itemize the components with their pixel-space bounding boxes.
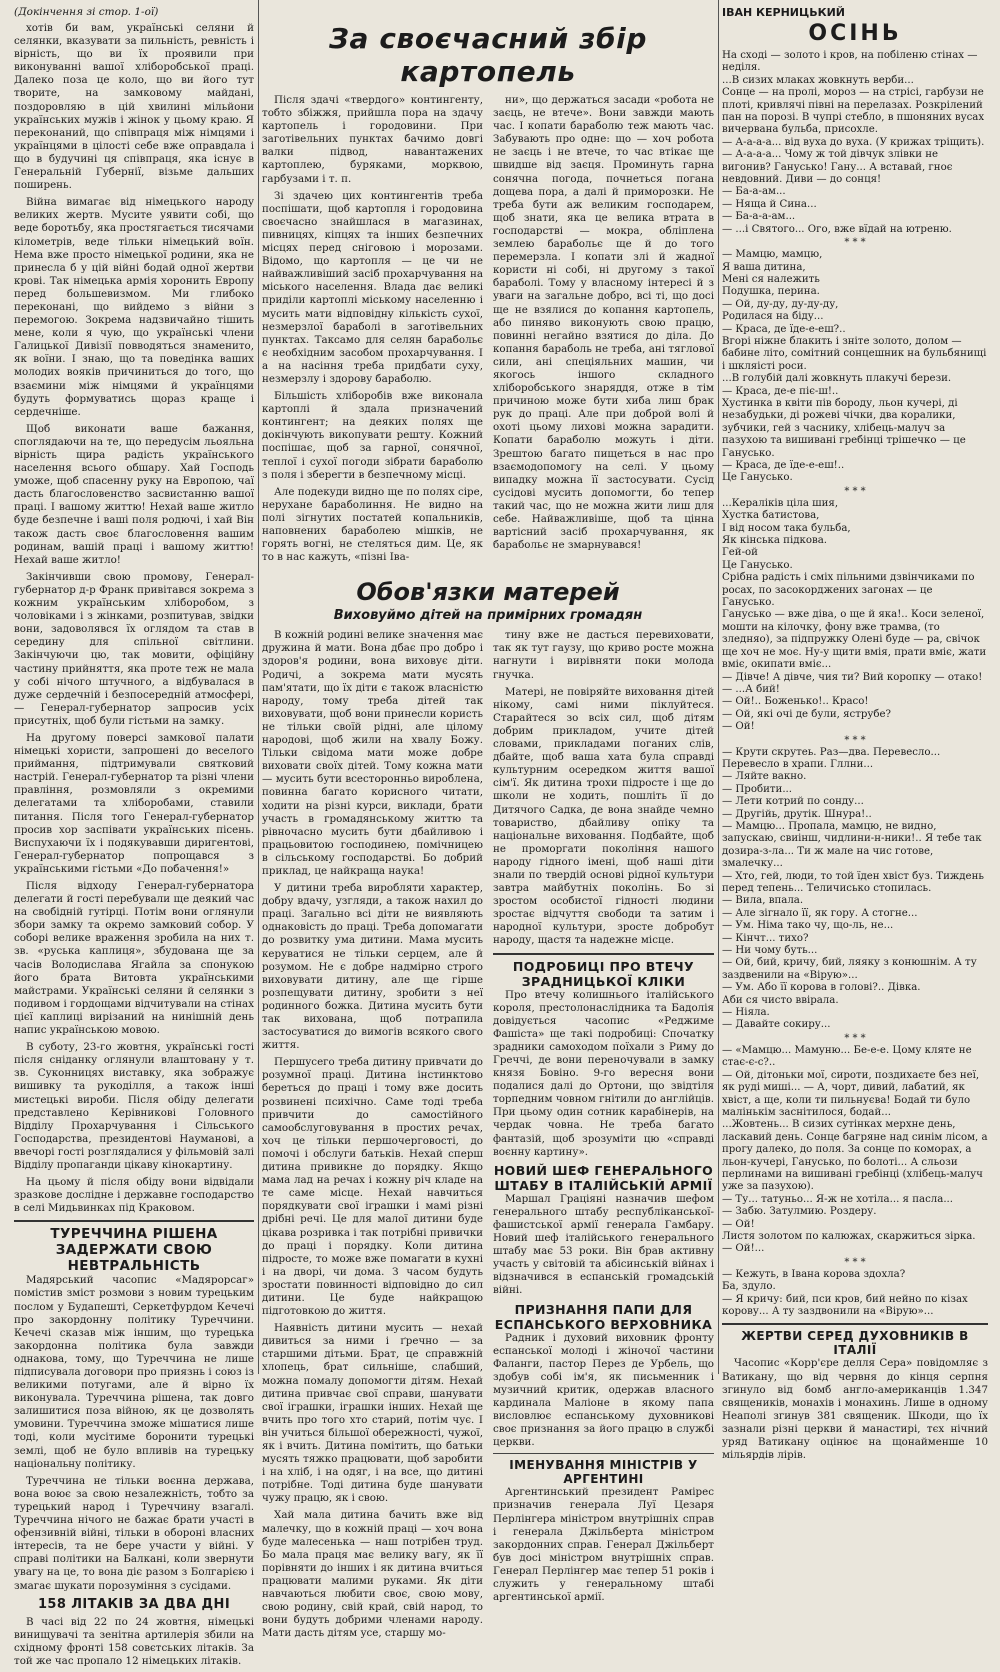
poem-line: — Лети котрий по сонду... [722,796,864,808]
poem-line: — Ой, бий, кричу, бий, ляяку з конюшнім. А ту заздвенили на «Вірую»... [722,957,977,981]
poem-separator: * * * [844,237,866,249]
potato-paragraph: Після здачі «твердого» контингенту, тобто збіжжя, прийшла пора на здачу картопель і городовини. При заготівельних пунктах бачимо довгі валки підвод, навантажених картоплею, буряками, морквою, гарбузами і т. п. [262,94,483,185]
poem-title: ОСІНЬ [808,21,902,46]
poem-line: Хустка батистова, [722,510,820,522]
poem-line: — Няща й Сина... [722,198,817,210]
poem-line: — Давайте сокиру... [722,1019,831,1031]
poem-line: Подушка, перина. [722,286,820,298]
poem-line: — ...і Святого... Ого, вже вїдай на ютреню. [722,223,952,235]
mothers-subheadline: Виховуймо дітей на примірних громадян [333,608,643,624]
poem-separator: * * * [844,1256,866,1268]
poem-line: — Ой!.. Боженько!.. Красо! [722,696,869,708]
speech-paragraph: Щоб виконати ваше бажання, споглядаючи на те, що передусім льояльна вірність щира радість українського населення всього обшару. Хай Господь уможе, щоб спасенну руку на Европою, чаї дасть благословенство засвистанню вашої праці. І вашому життю! Нехай ваше житло буде безпечне і ваші поля родючі, і хай Він також дасть своє благословення вашим родинам, вашій праці і вашому життю! Нехай ваше житло! [14,422,254,566]
poem-separator: * * * [844,485,866,497]
poem-line: — Пробити... [722,783,793,795]
mothers-paragraph: У дитини треба виробляти характер, добру вдачу, узгляди, а також нахил до праці. Загально всі діти не виявляють однаковість до праці. Треба допомагати до розвитку ума дитини. Мама мусить керуватися не тільки серцем, але й розумом. Не є добре надмірно строго виховувати дитину, але ще гірше розпещувати дитину, зробити з неї родинного божка. Дитина мусить бути так вихована, щоб потрапила застосуватися до вимогів всякого свого життя. [262,882,483,1052]
poem-line: Я ваша дитина, [722,261,806,273]
mothers-paragraph: В кожній родині велике значення має дружина й мати. Вона дбає про добро і здоров'я родини, вона виховує діти. Родичі, а зокрема мати мусять пам'ятати, що їх діти є також власністю народу, тому треба дітей так виховувати, щоб вони принесли користь не тільки своїй рідні, але цілому народові, щоб жили на хвалу Божу. Тільки свідома мати може добре виховати своїх дітей. Тому кожна мати — мусить бути всесторонньо вироблена, повинна багато корисного читати, ходити на різні курси, виклади, брати участь в громадянському життю та рівночасно мусить бути дбайливою і працьовитою господинею, помічницею в сільському господарстві. Бо добрий приклад, це найкраща наука! [262,629,483,877]
poem-line: — ...А бий! [722,683,780,695]
speech-paragraph: В суботу, 23-го жовтня, українські гості після сніданку оглянули влаштовану у т. зв. Суконницях виставку, яка зображує вишивку та рукоділля, а також інші мистецькі вироби. Після обіду делегати представлено Керівникові Головного Відділу Прохарчування і Сільського Господарства, президентові Науманові, а ввечорі гості розглядалися у фільмовій залі Відділу пропаганди цікаву кінокартину. [14,1041,254,1171]
column-center [262,0,714,1644]
poem-line: — Ніяла. [722,1007,770,1019]
poem-line: Ганусько — вже діва, о ще й яка!.. Коси зеленої, мошти на кілочку, фону вже трамва, (то зледняо), за підпружку Олені буде — ра, свічок ще хоч не моє. Ну-у щити вмія, прати вміє, жати вміє, окипати вміє... [722,609,987,671]
turkey-paragraph: Туреччина не тільки воєнна держава, вона воює за свою незалежність, тобто за турецький народ і Туреччину взагалі. Туреччина нічого не бажає брати участі в офензивній війні, тільки в обороні власних інтересів, та не бере участи у війні. У справі політики на Балкані, коли звернути увагу на це, то вона діє разом з Болгарією і змагає шукати порозуміння з сусідами. [14,1474,254,1592]
planes-headline: 158 ЛІТАКІВ ЗА ДВА ДНІ [37,1596,231,1612]
poem-line: — Кежуть, в Івана корова здохла? [722,1268,906,1280]
poem-line: — Дівче! А дівче, чия ти? Вий коропку — отако! [722,671,983,683]
poem-line: Листя золотом по калюжах, скаржиться зірка. [722,1230,976,1242]
poem-line: Це Ганусько. [722,559,793,571]
mothers-paragraph: Хай мала дитина бачить вже від малечку, що в кожній праці — хоч вона буде малесенька — наш потрібен труд. Бо мала праця має велику вагу, як її порівняти до інших і як дитина вчиться працювати малими руками. Як діти навчаються любити своє, свою мову, свою родину, свій край, свій народ, то вони будуть добрими членами народу. Мати дасть дітям усе, старшу мо- [262,1509,483,1640]
poem-line: — Краса, де їде-е-еш!.. [722,460,845,471]
poem-line: — Ой, які очі де були, яструбе? [722,708,892,720]
poem-line: — Але зігнало її, як гору. А стогне... [722,907,918,919]
planes-paragraph: В часі від 22 по 24 жовтня, німецькі винищувачі та зенітна артилерія збили на східному фронті 158 совєтських літаків. За той же час пропало 12 німецьких літаків. [14,1615,254,1667]
escape-headline: ПОДРОБИЦІ ПРО ВТЕЧУ ЗРАДНИЦЬКОЇ КЛІКИ [512,958,695,989]
chief-paragraph: Маршал Граціяні назначив шефом генерального штабу республіканської-фашистської армії генерала Гамбару. Новий шеф італійського генерального штабу має 53 роки. Він брав активну участь у світовій та абісинській війнах і відзначився в еспанській громадській війні. [493,1192,714,1297]
poem-line: — Крути скрутеь. Раз—два. Перевесло... Перевесло в храпи. Гллни... [722,746,941,770]
mothers-paragraph: Першусего треба дитину привчати до розумної праці. Дитина інстинктово береться до праці і тому вже досить розвинені психічно. Саме тоді треба привчити до самостійного самообслуговування в простих речах, хоч це тільки першочерговості, до помочі і обслуги батьків. Нехай сперш дитина привикне до порядку. Якщо мама лад на речах і кожну річ кладе на те саме місце. Нехай навчиться порядкувати свої іграшки і мамі різні дрібні речі. Це для малої дитини буде цікава розривка і так потрібні привички до праці і порядку. Коли дитина підросте, то може вже помагати в кухні і на дворі, чи дома. З часом будуть зростати повинності відповідно до сил дитини. Це буде найкращою підготовкою до життя. [262,1056,483,1318]
potato-article [262,94,714,568]
poem-line: — Ба-а-ам... [722,186,786,198]
mothers-paragraph: Матері, не повіряйте виховання дітей нікому, самі ними піклуйтеся. Старайтеся зо всіх сил, щоб дітям добрим прикладом, учите дітей словами, прикладами поганих слів, дбайте, щоб ваша хата була справді культурним осередком життя вашої сім'ї. Як дитина трохи підросте і ще до школи не ходить, пошліть її до Дитячого Садка, де вона знайде чемно товариство, дбайливу опіку та національне виховання. Подбайте, щоб не проморгати покоління нашого народу гідного імені, щоб наші діти знали по твердій основі рідної культури завтра майбутніх поколінь. Бо зі зростом особистої гідності людини зростає відчуття свободи та затим і народної культури, зросте добробут народу, щастя та надежне місце. [493,685,714,947]
poem-line: — А-а-а-а... від вуха до вуха. (У крижах тріщить). [722,136,985,148]
speech-paragraph: Війна вимагає від німецького народу великих жертв. Мусите уявити собі, що веде боротьбу, яка простягається тисячами кілометрів, веде тільки німецький воїн. Нема вже просто німецької родини, яка не принесла б у цій війні бодай одної жертви крові. Так німецька армія хоронить Европу перед большевизмом. Ми глибоко переконані, що вийдемо з війни з перемогою. Зокрема надзвичайно тішить мене, коли я чую, що українські члени Галицької Дивізії повводяться знаменито, як воїни. І знаю, що та поведінка ваших молодих вояків причиниться до того, що взаємини між німцями й українцями будуть формуватись щораз краще і сердечніше. [14,196,254,418]
poem-separator: * * * [844,734,866,746]
poem-line: — Ум. Або її корова в голові?.. Дівка. [722,982,921,994]
turkey-paragraph: Мадярський часопис «Мадярорсаг» помістив зміст розмови з новим турецьким послом у Будапешті, Серкетфурдом Кечечі про закордонну політику Туреччини. Кечечі сказав між іншим, що турецька закордонна політика була завжди однакова, тому, що Туреччина не лише підписувала договори про приязнь і союз із великими потугами, але й вірно їх виконувала. Туреччина рішена, так довго залишитися поза війною, як це дозволять умовини. Туреччина зможе мішатися лише тоді, коли мусітиме боронити турецькі землі, щоб не було впливів на турецьку національну політику. [14,1274,254,1470]
poem-line: Хустинка в квіти пів бороду, льон кучері, ді незабудьки, ді рожеві чічки, два коралики, зубчики, гей з часнику, хлібець-малуч за пазухою та вишивані гребінці трішечко — це Ганусько. [722,397,966,459]
poem-line: ...В голубій далі жовкнуть плакучі берези. [722,373,952,385]
speech-paragraph: На цьому й після обіду вони відвідали зразкове дослідне і державне господарство в селі Мидьвинках під Краковом. [14,1176,254,1215]
poem-line: Родилася на біду... [722,311,824,323]
potato-paragraph: Зі здачею цих контингентів треба поспішати, щоб картопля і городовина своєчасно знайшлася в магазинах, пивницях, кіпцях та інших безпечних місцях перед сніговою і морозами. Відомо, що картопля — це чи не найважливіший засіб прохарчування на міського населення. Влада дає великі приділи картоплі міському населенню і мусить мати відповідну кількість сухої, незмерзлої бараболі в заготівельних пунктах. Таксамо для селян барабольє є необхідним засобом прохарчування. І а на насіння треба придбати суху, незмерзлу і здорову бараболю. [262,189,483,385]
poem-line: — Я кричу: бий, пси кров, бий нейно по кізах корову... А ту заздвонили на «Вірую»... [722,1293,968,1317]
turkey-headline: ТУРЕЧЧИНА РІШЕНА ЗАДЕРЖАТИ СВОЮ НЕВТРАЛЬНІСТЬ [50,1226,218,1275]
column-divider-right [718,0,719,1374]
poem-line: Сонце — на пролі, мороз — на стрісі, гарбузи не плоті, кривлячі півні на перелазах. Розкрілений пан на порозі. В чупрі стебло, в пшоняних вусах вичервана бульба, присохле. [722,87,985,136]
poem-line: Мені ся належить [722,273,820,285]
continuation-note: (Докінчення зі стор. 1-ої) [14,6,159,18]
poem-line: Аби ся чисто ввірала. [722,994,839,1006]
poem-line: — Краса, де їде-е-еш?.. [722,323,846,335]
potato-paragraph: Але подекуди видно ще по полях сіре, нерухане бараболиння. Не видно на полі зігнутих постатей копальників, наповнених бараболею мішків, не горять вогні, не стеляться дим. Це, як то в нас кажуть, «пізні Іва- [262,485,483,564]
clergy-paragraph: Часопис «Корр'єре делля Сера» повідомляє з Ватикану, що від червня до кінця серпня згинуло від бомб англо-американців 1.347 священиків, монахів і монахинь. Лише в одному Неаполі згинув 381 священик. Шкоди, що їх зазнали різні церкви й манастирі, тєх нічний уряд Ватикану оцінює на щонайменше 10 мільярдів лірів. [722,1357,988,1462]
poem-line: — Ум. Німа тако чу, що-ль, не... [722,920,894,932]
poem-line: Як кінська підкова. [722,535,828,547]
section-rule [14,1220,254,1222]
pope-paragraph: Радник і духовий виховник фронту еспанської молоді і жіночої частини Фаланги, пастор Перез де Урбель, що здобув собі ім'я, як письменник і музичний критик, одержав власного кардинала Маліоне в якому папа висловлює еспанському духовникові своє признання за його працю в службі церкви. [493,1331,714,1449]
poem-line: — Ни чому буть... [722,945,818,957]
mothers-paragraph: тину вже не дасться перевиховати, так як тут гаузу, що криво росте можна нагнути і вирівняти поки молода гнучка. [493,629,714,681]
section-rule [722,1323,988,1325]
poem-line: — Краса, де-е піє-ш!.. [722,385,839,397]
poem-line: ...Кераліків ціла шия, [722,497,839,509]
pope-headline: ПРИЗНАННЯ ПАПИ ДЛЯ ЕСПАНСЬКОГО ВЕРХОВНИКА [494,1301,713,1332]
poem-line: ...Жовтень... В сизих сутінках мерхне день, ласкавий день. Сонце багряне над синім лісом, а прогу далеко, до поля. За сонце по коморах, а льон-кучері, Ганусько, по болоті... А сльози перлинами на вишивані гребінці (хлібець-малуч уже за пазухою). [722,1119,988,1193]
poem-line: Срібна радість і сміх пільними дзвінчиками по росах, по засокорджених загонах — це Ганусько. [722,572,975,609]
poem-line: — Ту... татуньо... Я-ж не хотіла... я пасла... [722,1193,954,1205]
poem-line: Ба, здуло. [722,1281,776,1293]
poem-line: ...В сизих млаках жовкнуть верби... [722,74,914,86]
section-rule [493,1453,714,1454]
mothers-paragraph: Наявність дитини мусить — нехай дивиться за ними і ґречно — за старшими дітьми. Брат, це справжній хлопець, брат сильніше, слабший, можна помалу допомогти дітям. Нехай дитина привчає свої справи, шанувати свої іграшки, іграшки інших. Нехай ще вчить про того хто старий, потім чує. І він учиться більшої обережності, чужої, як і вчить. Дитина помітить, що батьки мусять тяжко працювати, щоб заробити і на хліб, і на одяг, і на все, що дитині потрібне. Тоді дитина буде шанувати чужу працю, як і свою. [262,1322,483,1505]
mothers-headline: Обов'язки матерей [356,578,620,607]
ministers-headline: ІМЕНУВАННЯ МІНІСТРІВ У АРГЕНТИНІ [509,1458,698,1487]
poem-line: Це Ганусько. [722,472,793,484]
poem-line: — Ляйте вакно. [722,771,807,783]
escape-paragraph: Про втечу колишнього італійського короля, престолонаслідника та Бадолія довідується часопис «Реджиме Фашіста» ще такі подробиці: Спочатку зрадники самоходом поїхали з Риму до Греччі, де вони переночували в замку князя Бовіно. 9-го вересня вони подалися далі до Ортони, що звідтіля торпедним човном гнітили до англійців. При цьому один сотник карабінерів, на чердак човна. Не треба багато фантазій, щоб зрозуміти цю «справді воєнну картину». [493,988,714,1158]
clergy-headline: ЖЕРТВИ СЕРЕД ДУХОВНИКІВ В ІТАЛІЇ [741,1329,969,1358]
poem-line: І від носом така бульба, [722,522,851,534]
poem-author: ІВАН КЕРНИЦЬКИЙ [722,6,845,19]
speech-paragraph: хотів би вам, українські селяни й селянки, вказувати за пильність, ревність і вірність, що ви їх проявили при виконуванні вашої хліборобської праці. Далеко поза це коло, що ви його тут творите, на замковому майдані, поздоровляю в цій хвилині мільйони українських мужів і жінок у цьому краю. Я переконаний, що співпраця між німцями і українцями в цілості себе вже оправдала і що в будучині ця співпраця, яка існує в Генеральній Губернії, візьме дальших поширень. [14,22,254,192]
potato-paragraph: ни», що держаться засади «робота не заєць, не втече». Вони завжди мають час. І копати бараболю теж мають час. Забувають про одне: що — хоч робота не заєць і не втече, то час втікає ще швидше від заєця. Проминуть гарна сонячна погода, почнеться погана дощева пора, а далі й приморозки. Не треба бути аж великим господарем, щоб знати, яка це велика втрата в господарстві — мокра, обліплена землею барабольє ще й до того перемерзла. І копати злі й жадної користи ні собі, ні другому з такої бараболі. Тому у власному інтересі й з уваги на загальне добро, всі ті, що досі ще не взялися до копання картопель, або пиняво виконують свою працю, повинні негайно взятися до діла. До копання бараболь не треба, ані тяглової сили, ані спеціяльних машин, чи якогось іншого складного хліборобського знаряддя, отже в тім причиною може бути хиба лиш брак рук до праці. Але при доброй волі й охоті цьому лихові можна зарадити. Копати бараболю можуть і діти. Зрештою багато пищеться в нас про взаємодопомогу на селі. У цьому випадку можна її застосувати. Сусід сусідові мусить допомогти, бо тепер такий час, що не можна жити лиш для себе. Найважливіше, щоб та цінна вартісний засіб прохарчування, як барабольє не змарнувався! [493,94,714,552]
poem-line: — Вила, впала. [722,895,804,907]
potato-headline: За своєчасний збір картопель [329,22,647,88]
poem-line: — Хто, гей, люди, то той їден хвіст буз. Тиждень перед тепень... Теличисько стопилась. [722,870,984,894]
poem-line: — Мамцю, мамцю, [722,249,823,261]
poem-line: — Ой! [722,721,755,733]
potato-paragraph: Більшість хліборобів вже виконала картоплі й здала призначений контингент; на деяких полях ще докінчують викопувати решту. Кожний поспішає, щоб за гарної, сонячної, теплої і сухої погоди зібрати бараболю з поля і зберегти в безпечному місці. [262,390,483,481]
poem-line: — Другійь, друтік. Шнура!.. [722,808,872,820]
column-right [722,6,988,1466]
speech-paragraph: На другому поверсі замкової палати німецькі хористи, запрошені до веселого приймання, підтримували святковий настрій. Генерал-губернатор та різні члени правління, розмовляли з окремими делегатами та хліборобами, ставили питання. Після того Генерал-губернатор просив хор заспівати українських пісень. Виспухаючи їх і подякувавши диригентові, Генерал-губернатор попрощався з українськими гістьми «До побачення!» [14,731,254,875]
mothers-article [262,629,714,1644]
poem-separator: * * * [844,1032,866,1044]
speech-paragraph: Після відходу Генерал-губернатора делегати й гості перебували ще деякий час на свобідній гутірці. Потім вони оглянули збори замку та окремо замковий собор. У соборі велике враження зробила на них т. зв. «руська каплиця», збудована ще за часів Володислава Ягайла за спонукою його брата Витовта українськими майстрами. Українські селяни й селянки з подивом і гордощами відчитували на стінах цієї каплиці вирізаний на нинішній день напис українською мовою. [14,880,255,1037]
poem-line: — Ой, дітоньки мої, сироти, поздихаєте без неї, як руді миші... — А, чорт, дивий, лабатий, як хвіст, а ще, коли ти пильнуєва! Бодай ти було малінькім заснітилося, бодай... [722,1069,980,1118]
ministers-paragraph: Аргентинський президент Раміреc призначив генерала Луї Цезаря Перлінгера міністром внутрішніх справ і генерала Джільберта міністром закордонних справ. Генерал Джільберт був досі міністром внутрішніх справ. Генерал Перлінгер має тепер 51 років і служить у генеральному штабі аргентинської армії. [493,1486,714,1604]
section-rule [493,953,714,955]
poem-line: — Ой, ду-ду, ду-ду-ду, [722,298,839,310]
chief-headline: НОВИЙ ШЕФ ГЕНЕРАЛЬНОГО ШТАБУ В ІТАЛІЙСЬКІЙ АРМІЇ [493,1162,714,1193]
poem-line: — Кінчт... тихо? [722,932,809,944]
poem-body [722,50,988,1318]
poem-line: — «Мамцю... Мамуню... Бе-е-е. Цому кляте не стає-є-с?.. [722,1044,972,1069]
column-left [14,6,254,1672]
poem-line: — Ба-а-а-ам... [722,211,796,223]
poem-line: Гей-ой [722,547,758,559]
poem-line: — Ой!... [722,1243,765,1255]
speech-paragraph: Закінчивши свою промову, Генерал-губернатор д-р Франк привітався зокрема з кожним українським хліборобом, з чоловіками і з жінками, розпитував, звідки вони, задоволявся їх оглядом та став в середину для спільної світлини. Закінчуючи цю, так мовити, офіційну частину прийняття, яка проте теж не мала у собі нічого штучного, а відбувалася в дуже сердечній і безпосередній атмосфері, — Генерал-губернатор запросив усіх присутніх, щоб були гістьми на замку. [14,570,254,727]
poem-line: — Ой! [722,1218,755,1230]
poem-line: — Забю. Затулмию. Роздеру. [722,1206,877,1218]
poem-line: Вгорі ніжне блакить і зніте золото, долом — бабине літо, сомітний сонцешник на бульбянищі і шкляісті роси. [722,335,987,372]
poem-line: На сході — золото і кров, на побіленю стінах — неділя. [722,50,978,74]
column-divider-left [258,0,259,1374]
poem-line: — А-а-а-а... Чому ж той дівчук злівки не вигонив? Ганусько! Гану... А вставай, гноє невдовний. Диви — до сонця! [722,149,953,186]
poem-line: — Мамцю... Пропала, мамцю, не видно, запускаю, свиінш, чидлини-н-ники!.. Я тебе так дозира-з-ла... Ти ж мале на чис готове, змалечку... [722,820,982,870]
